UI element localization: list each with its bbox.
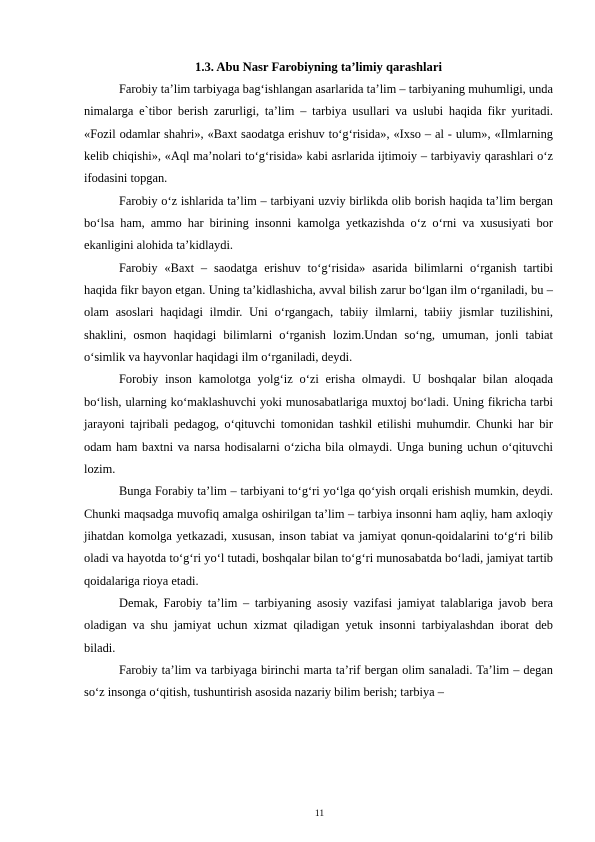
page-content: [84, 56, 553, 704]
paragraph-5: Bunga Forabiy ta’lim – tarbiyani to‘g‘ri yo‘lga qo‘yish orqali erishish mumkin, deydi. Chunki maqsadga muvofiq amalga oshirilgan ta’lim – tarbiya insonni ham aqliy, ham axloqiy jihatdan komolga yetkazadi, xususan, inson tabiat va jamiyat qonun-qoidalarini to‘g‘ri bilib oladi va hayotda to‘g‘ri yo‘l tutadi, boshqalar bilan to‘g‘ri munosabatda bo‘ladi, jamiyat tartib qoidalariga rioya etadi.: [84, 484, 553, 588]
paragraph-3: Farobiy «Baxt – saodatga erishuv to‘g‘risida» asarida bilimlarni o‘rganish tartibi haqida fikr bayon etgan. Uning ta’kidlashicha, avval bilish zarur bo‘lgan ilm o‘rganiladi, bu – olam asoslari haqidagi ilmdir. Uni o‘rgangach, tabiiy ilmlarni, tabiiy jismlar tuzilishini, shaklini, osmon haqidagi bilimlarni o‘rganish lozim.Undan so‘ng, umuman, jonli tabiat o‘simlik va hayvonlar haqidagi ilm o‘rganiladi, deydi.: [84, 260, 553, 365]
paragraph-2: Farobiy o‘z ishlarida ta’lim – tarbiyani uzviy birlikda olib borish haqida ta’lim bergan bo‘lsa ham, ammo har birining insonni kamolga yetkazishda o‘z o‘rni va xususiyati bor ekanligini alohida ta’kidlaydi.: [84, 193, 553, 253]
paragraph-7: Farobiy ta’lim va tarbiyaga birinchi marta ta’rif bergan olim sanaladi. Ta’lim – degan so‘z insonga o‘qitish, tushuntirish asosida nazariy bilim berish; tarbiya –: [84, 662, 553, 700]
paragraph-1: Farobiy ta’lim tarbiyaga bag‘ishlangan asarlarida ta’lim – tarbiyaning muhumligi, unda nimalarga e`tibor berish zarurligi, ta’lim – tarbiya usullari va uslubi haqida fikr yuritadi. «Fozil odamlar shahri», «Baxt saodatga erishuv to‘g‘risida», «Ixso – al - ulum», «Ilmlarning kelib chiqishi», «Aql ma’nolari to‘g‘risida» kabi asrlarida ijtimoiy – tarbiyaviy qarashlari o‘z ifodasini topgan.: [84, 82, 553, 186]
paragraph-4: Forobiy inson kamolotga yolg‘iz o‘zi erisha olmaydi. U boshqalar bilan aloqada bo‘lish, ularning ko‘maklashuvchi yoki munosabatlariga muxtoj bo‘ladi. Uning fikricha tarbi jarayoni tajribali pedagog, o‘qituvchi tomonidan tashkil etilishi muhumdir. Chunki har bir odam ham baxtni va narsa hodisalarni o‘zicha bila olmaydi. Unga buning uchun o‘qituvchi lozim.: [84, 372, 553, 476]
page-number: 11: [314, 809, 325, 819]
section-heading: 1.3. Abu Nasr Farobiyning ta’limiy qarashlari: [195, 60, 442, 74]
paragraph-6: Demak, Farobiy ta’lim – tarbiyaning asosiy vazifasi jamiyat talablariga javob bera oladigan va shu jamiyat uchun xizmat qiladigan yetuk insonni tarbiyalashdan iborat deb biladi.: [84, 595, 553, 655]
